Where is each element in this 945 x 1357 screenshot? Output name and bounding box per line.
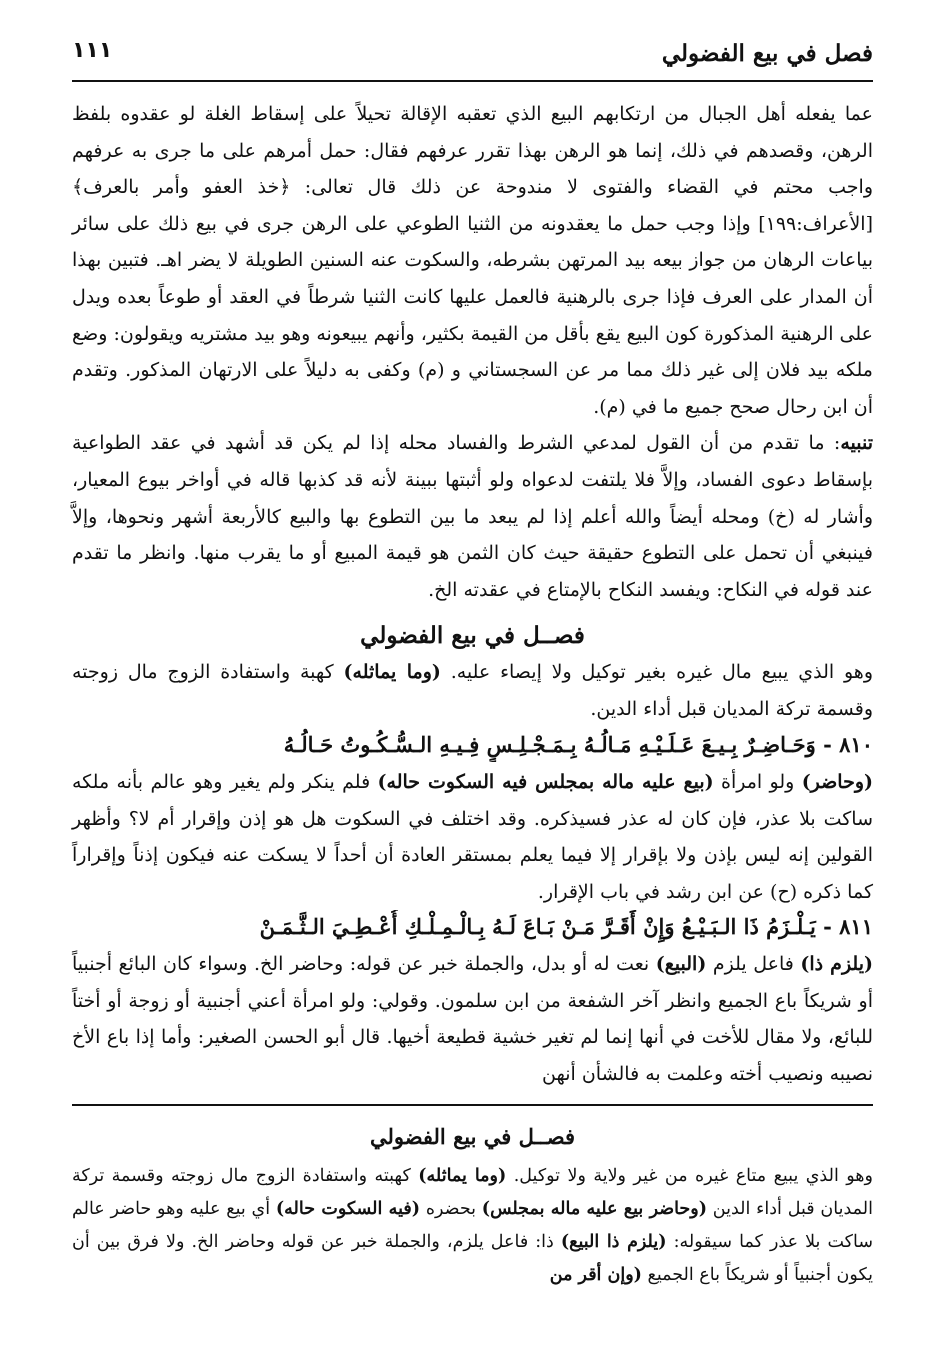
commentary-block-1 bbox=[72, 96, 873, 608]
footnote-heading: فصــل في بيع الفضولي bbox=[369, 1124, 576, 1149]
commentary-verse-810: (وحاضر) ولو امرأة (بيع عليه ماله بمجلس فيه السكوت حاله) فلم ينكر ولم يغير وهو عالم بأنه ملكه ساكت بلا عذر، فإن كان له عذر فسيذكره. وقد اختلف في السكوت هل هو إذن وإقرار أم لا؟ وأظهر القولين إنه ليس بإذن ولا بإقرار إلا فيما يعلم بمستقر العادة أن أحداً لا يسكت عنه فيكون إذناً وإقراراً كما ذكره (ح) عن ابن رشد في باب الإقرار. bbox=[72, 771, 873, 903]
verse-811: ٨١١ - يَـلْـزَمُ ذَا الـبَـيْـعُ وَإِنْ أَقَـرَّ مَـنْ بَـاعَ لَـهُ بِـالْـمِـلْـكِ أُعْـطِـيَ الـثَّـمَـنْ bbox=[259, 914, 873, 939]
section-heading: فصــل في بيع الفضولي bbox=[360, 622, 585, 649]
header-divider bbox=[72, 80, 873, 82]
tanbih-text: : ما تقدم من أن القول لمدعي الشرط والفساد محله إذا لم يكن قد أشهد في عقد الطواعية بإسقاط دعوى الفساد، وإلاَّ فلا يلتفت لدعواه ولو أثبتها ببينة لأنه قد كذبها قاله في أواخر بيوع المعيار، وأشار له (خ) ومحله أيضاً والله أعلم إذا لم يبعد ما بين التطوع بها والبيع كالأربعة أشهر ونحوها، وإلاَّ فينبغي أن تحمل على التطوع حقيقة حيث كان الثمن هو قيمة المبيع أو ما يقرب منها. وانظر ما تقدم عند قوله في النكاح: ويفسد النكاح بالإمتاع في عقدته الخ. bbox=[72, 432, 873, 601]
tanbih-label: تنبيه bbox=[840, 432, 873, 455]
running-title: فصل في بيع الفضولي bbox=[661, 40, 873, 67]
tanbih-paragraph bbox=[72, 425, 873, 608]
commentary-verse-811: (يلزم ذا) فاعل يلزم (البيع) نعت له أو بدل، والجملة خبر عن قوله: وحاضر الخ. وسواء كان البائع أجنبياً أو شريكاً باع الجميع وانظر آخر الشفعة من ابن سلمون. وقولي: ولو امرأة أعني أجنبية أو زوجة أو أختاً للبائع، ولا مقال للأخت في أنها إنما لم تغير خشية قطيعة أخيها. قال أبو الحسن الصغير: وأما إذا باع الأخ نصيبه ونصيب أخته وعلمت به فالشأن أنهن bbox=[72, 953, 874, 1085]
page-number: ١١١ bbox=[72, 38, 113, 63]
footnote-divider bbox=[72, 1104, 873, 1106]
section-intro: وهو الذي يبيع مال غيره بغير توكيل ولا إيصاء عليه. (وما يماثله) كهبة واستفادة الزوج مال زوجته وقسمة تركة المديان قبل أداء الدين. bbox=[72, 661, 873, 720]
page-header bbox=[72, 30, 873, 82]
verse-810: ٨١٠ - وَحَـاضِـرٌ بِـيـعَ عَـلَـيْـهِ مَـالُـهُ بِـمَـجْـلِـسٍ فِـيـهِ الـسُّـكُـوتُ حَـالُـهُ bbox=[283, 732, 873, 757]
footnote-commentary: وهو الذي يبيع متاع غيره من غير ولاية ولا توكيل. (وما يماثله) كهبته واستفادة الزوج مال زوجته وقسمة تركة المديان قبل أداء الدين (وحاضر بيع عليه ماله بمجلس) بحضره (فيه السكوت حاله) أي بيع عليه وهو حاضر عالم ساكت بلا عذر كما سيقوله: (يلزم ذا البيع) ذا: فاعل يلزم، والجملة خبر عن قوله وحاضر الخ. ولا فرق بين أن يكون أجنبياً أو شريكاً باع الجميع (وإن أقر من bbox=[72, 1166, 873, 1285]
commentary-paragraph: عما يفعله أهل الجبال من ارتكابهم البيع الذي تعقبه الإقالة تحيلاً على إسقاط الغلة لو عقدوه بلفظ الرهن، وقصدهم في ذلك، إنما هو الرهن بهذا تقرر عرفهم فقال: حمل أمرهم على ما جرى به عرفهم واجب محتم في القضاء والفتوى لا مندوحة عن ذلك قال تعالى: ﴿خذ العفو وأمر بالعرف﴾ [الأعراف:١٩٩] وإذا وجب حمل ما يعقدونه من الثنيا الطوعي على الرهن جرى في بيع ذلك على سائر بياعات الرهان من جواز بيعه بيد المرتهن بشرطه، والسكوت عنه السنين الطويلة لا يضر اهـ. فتبين بهذا أن المدار على العرف فإذا جرى بالرهنية فالعمل عليها كانت الثنيا شرطاً في العقد أو طوعاً بعده ويدل على الرهنية المذكورة كون البيع يقع بأقل من القيمة بكثير، وأنهم يبيعونه وهو بيد مشتريه ويقولون: وضع ملكه بيد فلان إلى غير ذلك مما مر عن السجستاني و (م) وكفى به دليلاً على الارتهان المذكور. وتقدم أن ابن رحال صحح جميع ما في (م). bbox=[72, 103, 873, 418]
